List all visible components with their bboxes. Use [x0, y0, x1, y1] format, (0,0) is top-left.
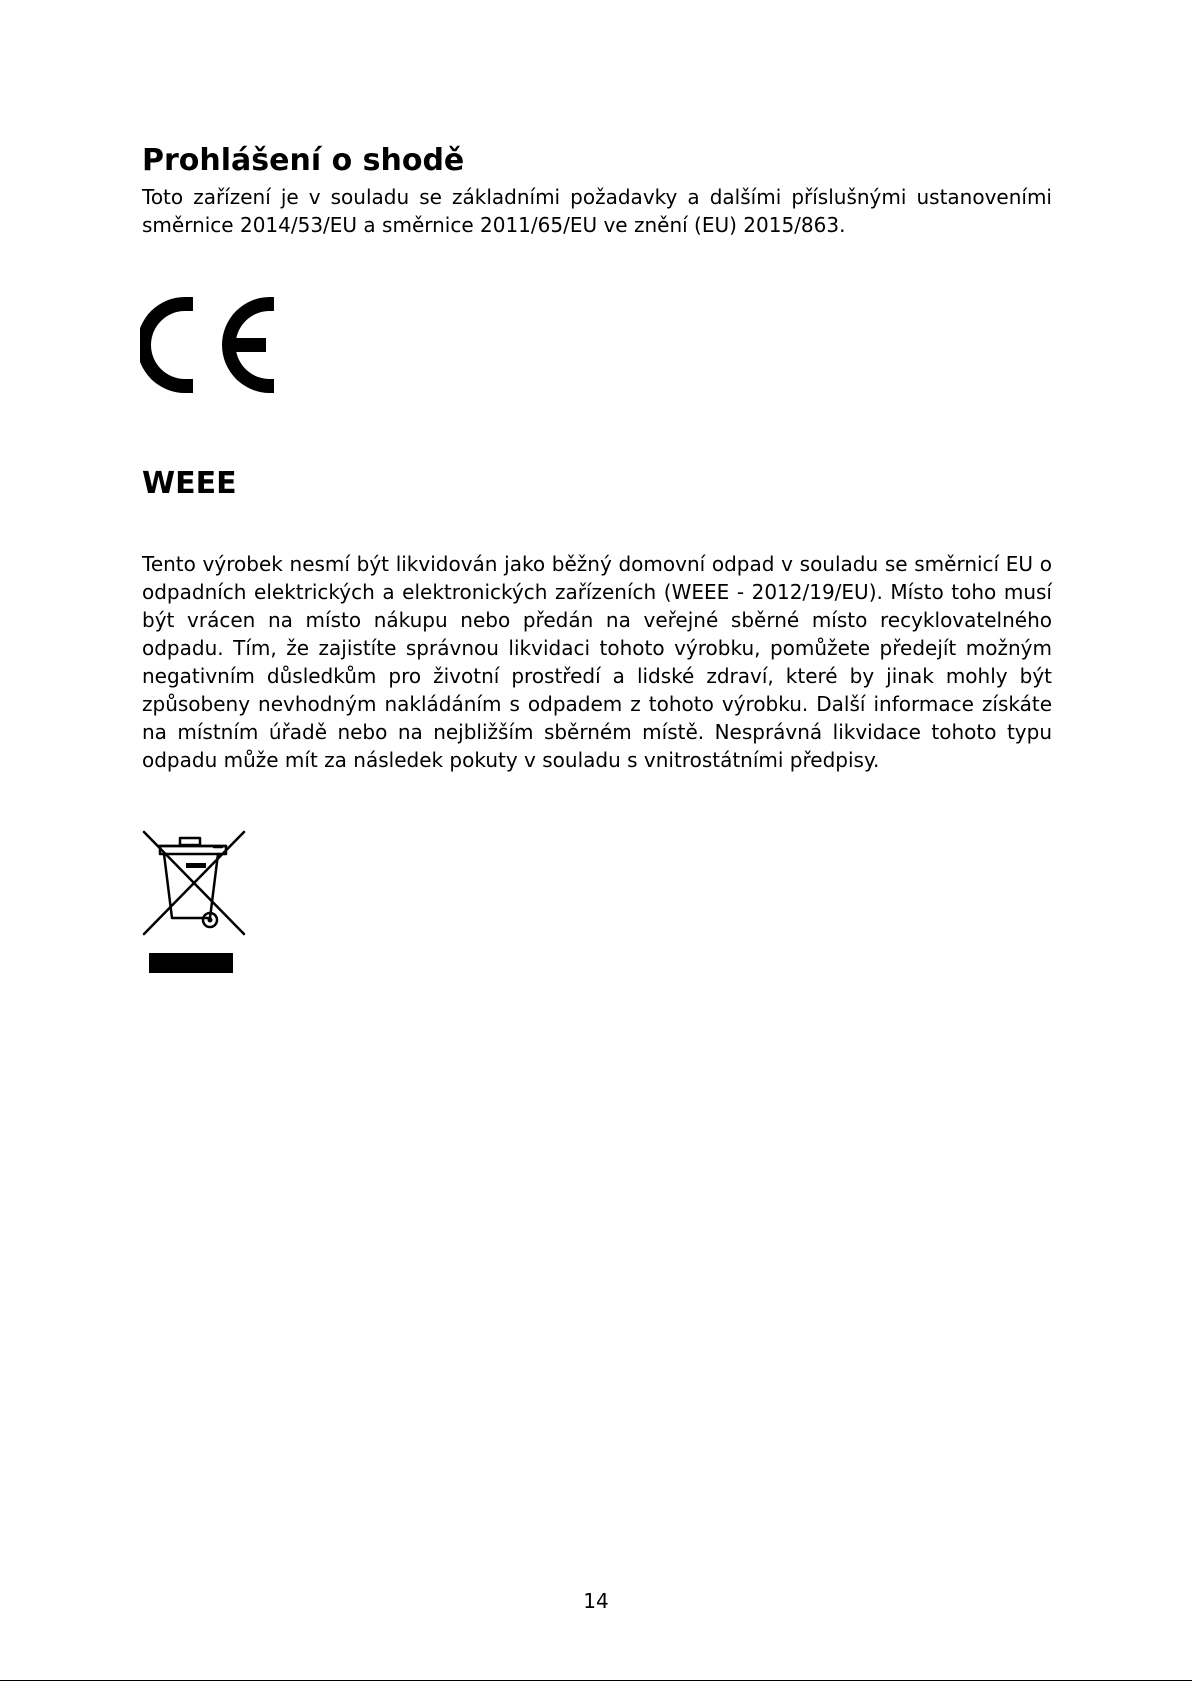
- footer-divider: [0, 1680, 1192, 1681]
- declaration-title: Prohlášení o shodě: [142, 143, 465, 178]
- declaration-text: Toto zařízení je v souladu se základními požadavky a dalšími příslušnými ustanoveními směrnice 2014/53/EU a směrnice 2011/65/EU ve znění (EU) 2015/863.: [142, 185, 1052, 237]
- page-number: 14: [583, 1589, 609, 1613]
- ce-mark-c-shape: [140, 297, 193, 393]
- weee-text: Tento výrobek nesmí být likvidován jako běžný domovní odpad v souladu se směrnicí EU o odpadních elektrických a elektronických zařízeních (WEEE - 2012/19/EU). Místo toho musí být vrácen na místo nákupu nebo předán na veřejné sběrné místo recyklovatelného odpadu. Tím, že zajistíte správnou likvidaci tohoto výrobku, pomůžete předejít možným negativním důsledkům pro životní prostředí a lidské zdraví, které by jinak mohly být způsobeny nevhodným nakládáním s odpadem z tohoto výrobku. Další informace získáte na místním úřadě nebo na nejbližším sběrném místě. Nesprávná likvidace tohoto typu odpadu může mít za následek pokuty v souladu s vnitrostátními předpisy.: [142, 552, 1052, 772]
- ce-mark-e-shape: [222, 297, 274, 393]
- ce-mark-icon: [140, 293, 282, 397]
- crossed-out-bin-icon: [140, 830, 248, 980]
- weee-title: WEEE: [142, 466, 237, 501]
